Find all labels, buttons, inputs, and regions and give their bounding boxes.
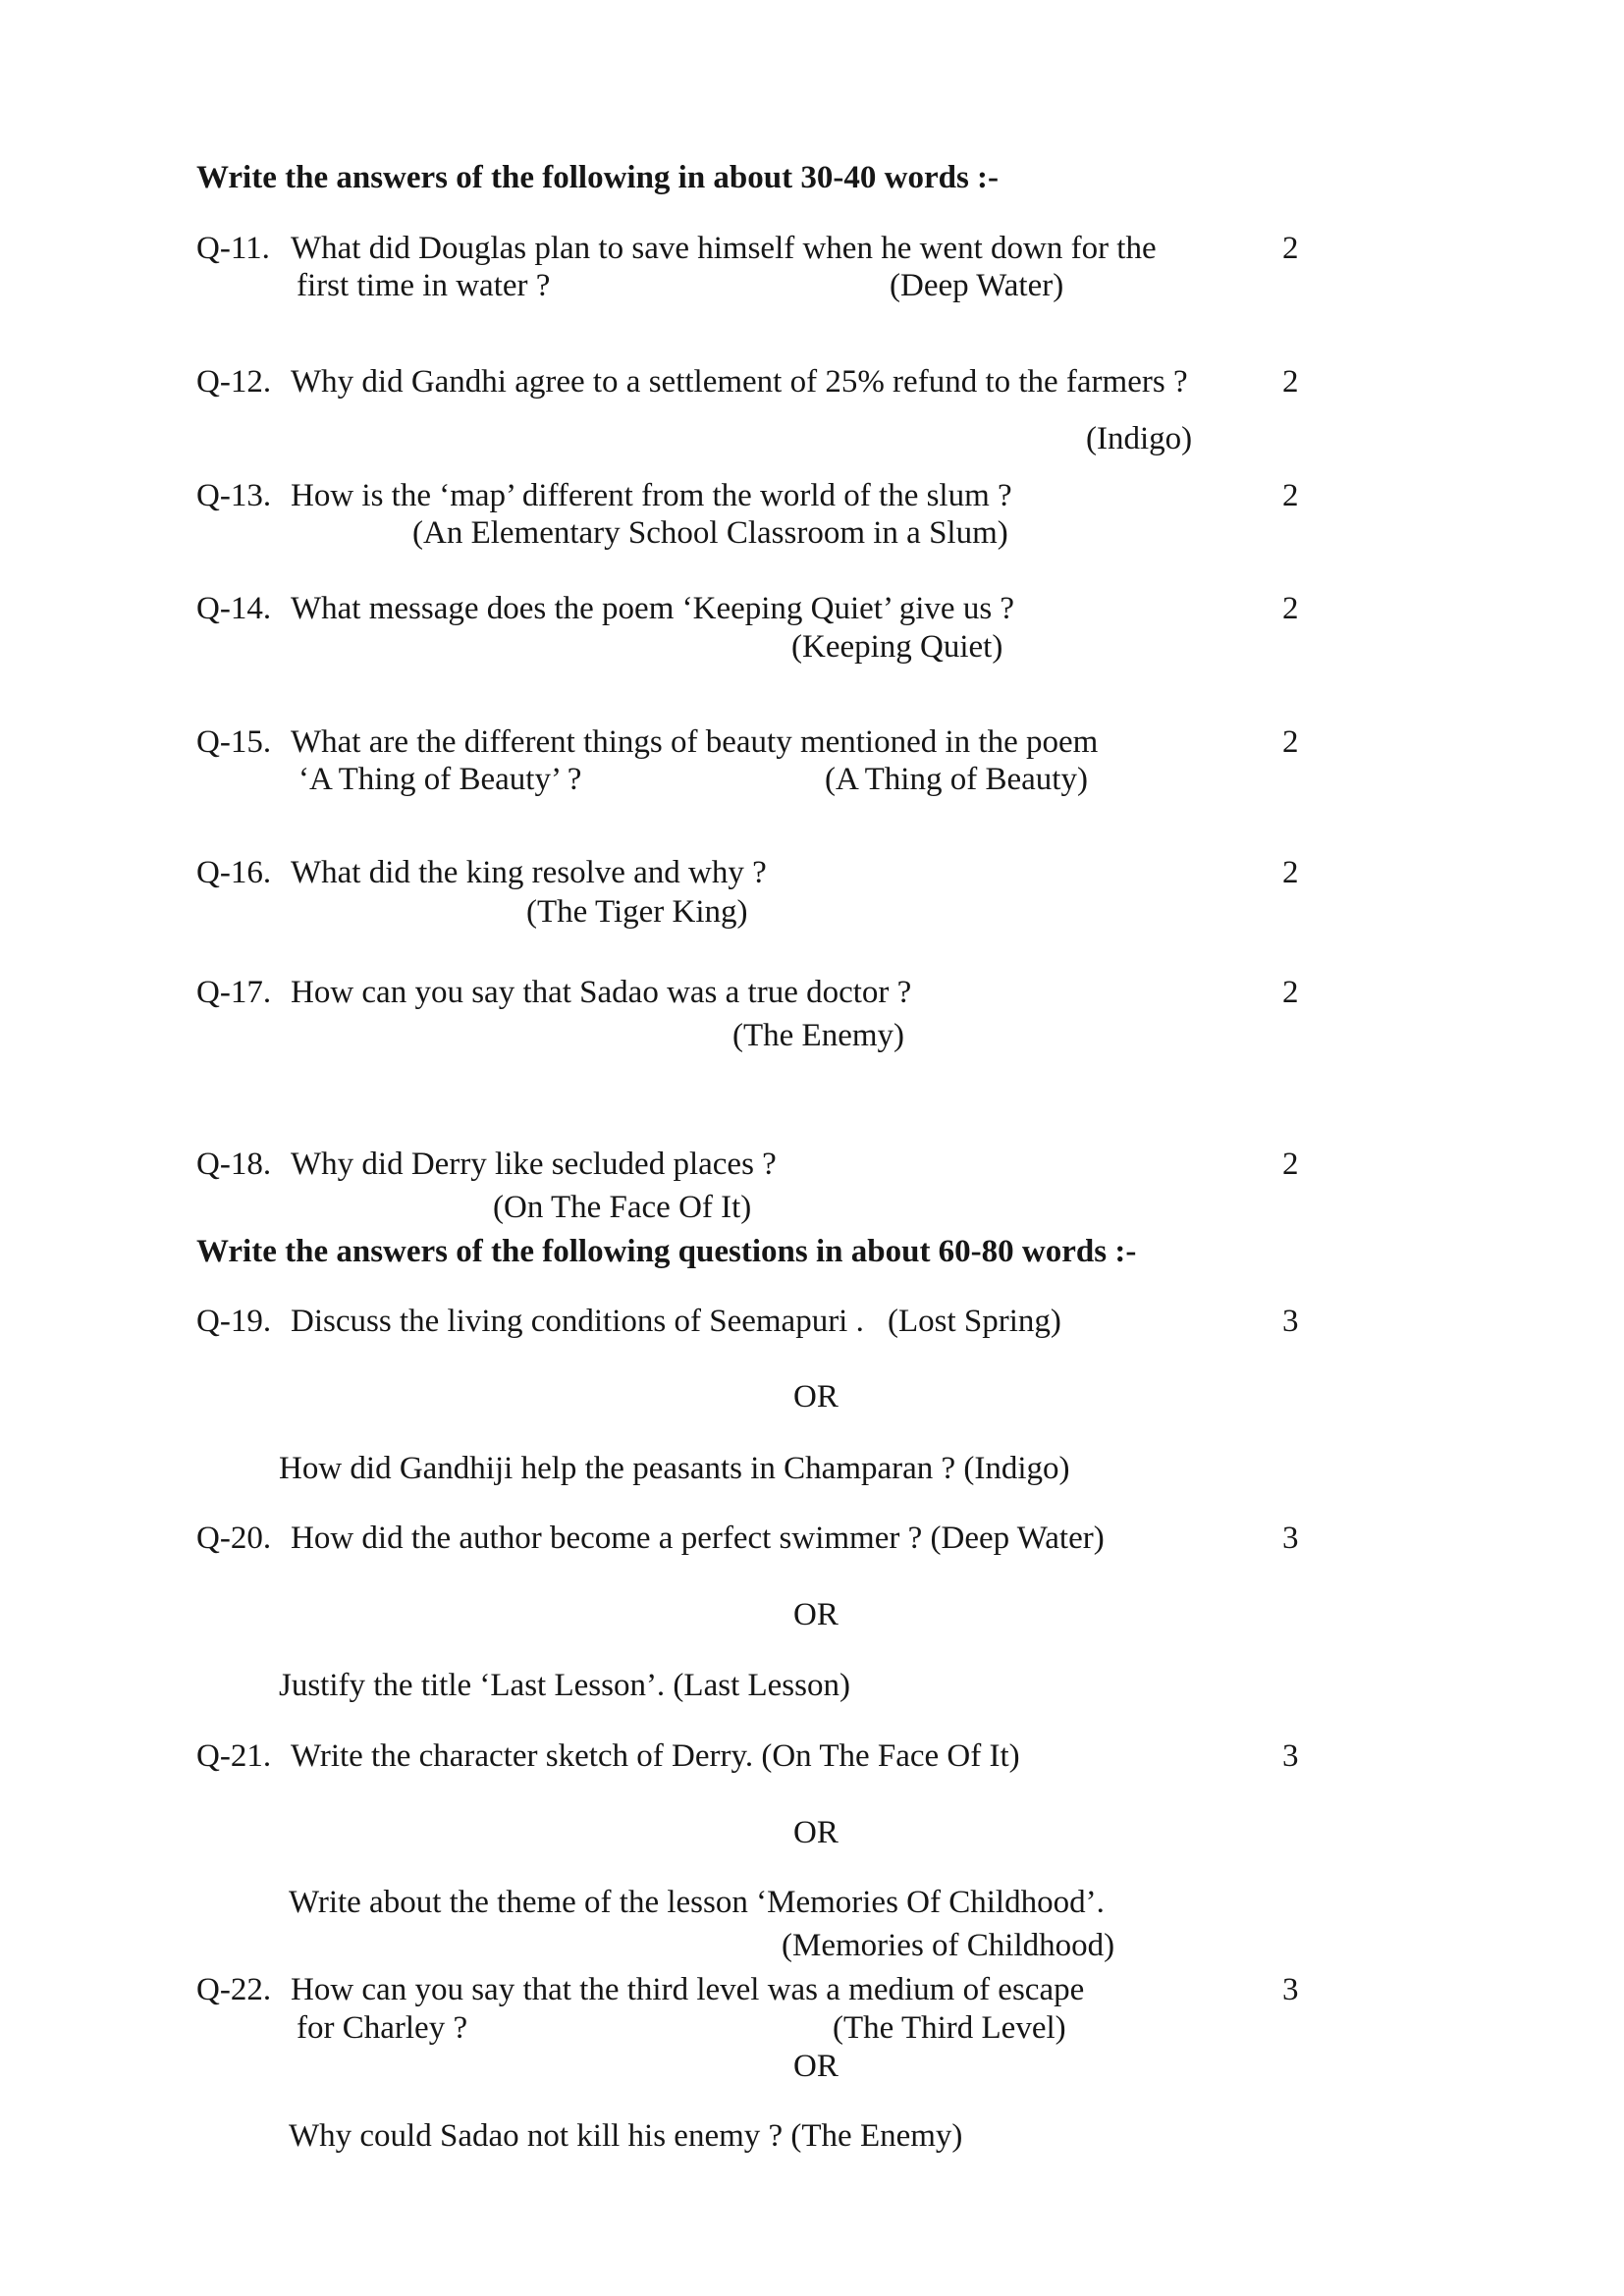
question-source: (An Elementary School Classroom in a Slum): [412, 515, 1008, 551]
or-separator: OR: [793, 1597, 839, 1632]
question-number: Q-15.: [196, 724, 272, 760]
question-source: (The Third Level): [833, 2010, 1066, 2046]
question-number: Q-12.: [196, 364, 272, 400]
question-text: What did the king resolve and why ?: [291, 855, 767, 890]
question-text: Write the character sketch of Derry. (On The Face Of It): [291, 1738, 1020, 1774]
question-source: (Indigo): [1086, 421, 1193, 456]
question-number: Q-11.: [196, 231, 270, 266]
question-marks: 3: [1282, 1521, 1299, 1556]
question-marks: 2: [1282, 591, 1299, 626]
question-source: (The Enemy): [732, 1018, 905, 1053]
question-text: What are the different things of beauty mentioned in the poem: [291, 724, 1099, 760]
question-number: Q-17.: [196, 975, 272, 1010]
question-source: (Deep Water): [890, 268, 1064, 303]
question-marks: 2: [1282, 231, 1299, 266]
question-text: Why did Gandhi agree to a settlement of 25% refund to the farmers ?: [291, 364, 1188, 400]
question-alternative: Justify the title ‘Last Lesson’. (Last Lesson): [279, 1668, 850, 1703]
question-marks: 2: [1282, 364, 1299, 400]
question-alternative: How did Gandhiji help the peasants in Champaran ? (Indigo): [279, 1451, 1070, 1486]
question-source: (Lost Spring): [888, 1304, 1061, 1339]
question-number: Q-20.: [196, 1521, 272, 1556]
question-marks: 2: [1282, 724, 1299, 760]
section-heading-short-answers: Write the answers of the following in about 30-40 words :-: [196, 160, 1000, 195]
question-number: Q-19.: [196, 1304, 272, 1339]
question-number: Q-21.: [196, 1738, 272, 1774]
question-marks: 3: [1282, 1304, 1299, 1339]
question-text-continued: ‘A Thing of Beauty’ ?: [298, 762, 582, 797]
question-text: What message does the poem ‘Keeping Quiet’ give us ?: [291, 591, 1015, 626]
section-heading-long-answers: Write the answers of the following questions in about 60-80 words :-: [196, 1234, 1137, 1269]
question-text-continued: for Charley ?: [297, 2010, 468, 2046]
question-text-continued: first time in water ?: [297, 268, 551, 303]
question-alternative: Why could Sadao not kill his enemy ? (The Enemy): [289, 2118, 963, 2154]
or-separator: OR: [793, 2049, 839, 2084]
question-marks: 3: [1282, 1972, 1299, 2007]
question-alternative-source: (Memories of Childhood): [782, 1928, 1115, 1963]
question-source: (A Thing of Beauty): [825, 762, 1088, 797]
question-number: Q-13.: [196, 478, 272, 513]
question-marks: 2: [1282, 1147, 1299, 1182]
question-source: (The Tiger King): [526, 894, 748, 930]
question-number: Q-16.: [196, 855, 272, 890]
question-text: What did Douglas plan to save himself when he went down for the: [291, 231, 1157, 266]
question-text: Why did Derry like secluded places ?: [291, 1147, 777, 1182]
question-text: Discuss the living conditions of Seemapuri .: [291, 1304, 864, 1339]
question-source: (On The Face Of It): [493, 1190, 752, 1225]
question-marks: 2: [1282, 855, 1299, 890]
or-separator: OR: [793, 1815, 839, 1850]
question-marks: 3: [1282, 1738, 1299, 1774]
question-marks: 2: [1282, 478, 1299, 513]
question-text: How did the author become a perfect swimmer ? (Deep Water): [291, 1521, 1105, 1556]
question-number: Q-22.: [196, 1972, 272, 2007]
question-source: (Keeping Quiet): [791, 629, 1003, 665]
question-text: How can you say that Sadao was a true doctor ?: [291, 975, 912, 1010]
question-alternative: Write about the theme of the lesson ‘Memories Of Childhood’.: [289, 1885, 1105, 1920]
question-text: How can you say that the third level was a medium of escape: [291, 1972, 1085, 2007]
question-number: Q-18.: [196, 1147, 272, 1182]
question-marks: 2: [1282, 975, 1299, 1010]
question-number: Q-14.: [196, 591, 272, 626]
or-separator: OR: [793, 1379, 839, 1415]
question-text: How is the ‘map’ different from the world of the slum ?: [291, 478, 1012, 513]
